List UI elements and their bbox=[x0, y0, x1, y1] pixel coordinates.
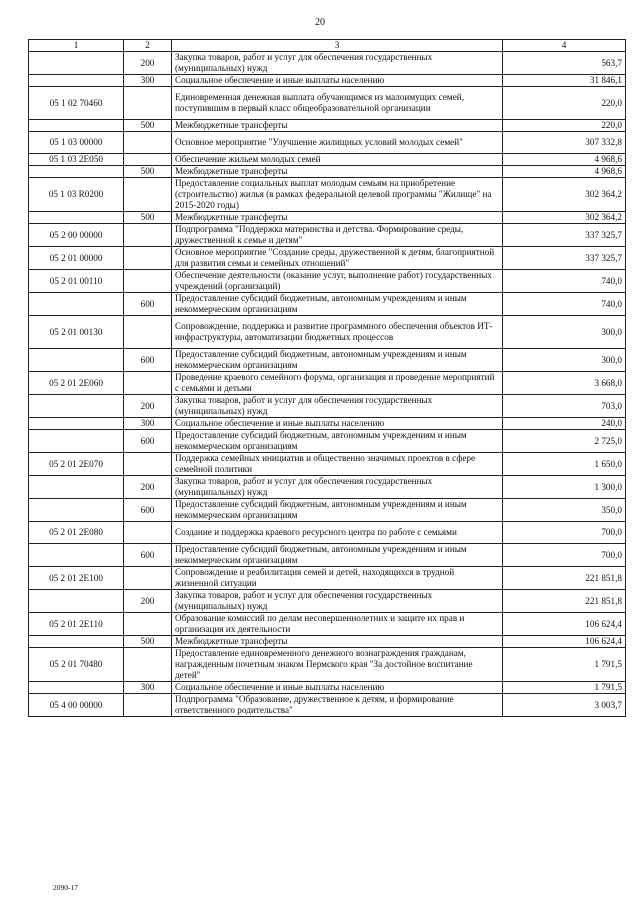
amount-cell: 240,0 bbox=[503, 418, 626, 430]
table-row bbox=[29, 293, 626, 316]
expense-type-cell: 200 bbox=[124, 476, 172, 499]
target-code-cell bbox=[29, 293, 124, 316]
table-row bbox=[29, 270, 626, 293]
amount-cell: 700,0 bbox=[503, 544, 626, 567]
table-row bbox=[29, 682, 626, 694]
column-header: 2 bbox=[124, 40, 172, 52]
expense-type-cell: 200 bbox=[124, 590, 172, 613]
target-code-cell: 05 2 01 00000 bbox=[29, 247, 124, 270]
amount-cell: 1 300,0 bbox=[503, 476, 626, 499]
expense-type-cell bbox=[124, 87, 172, 120]
amount-cell: 221 851,8 bbox=[503, 590, 626, 613]
target-code-cell bbox=[29, 476, 124, 499]
amount-cell: 700,0 bbox=[503, 522, 626, 544]
target-code-cell bbox=[29, 544, 124, 567]
amount-cell: 220,0 bbox=[503, 120, 626, 132]
amount-cell: 300,0 bbox=[503, 316, 626, 349]
expense-type-cell bbox=[124, 224, 172, 247]
table-row bbox=[29, 590, 626, 613]
amount-cell: 703,0 bbox=[503, 395, 626, 418]
amount-cell: 302 364,2 bbox=[503, 178, 626, 212]
budget-table bbox=[28, 39, 626, 717]
description-cell: Межбюджетные трансферты bbox=[172, 636, 503, 648]
table-row bbox=[29, 395, 626, 418]
description-cell: Предоставление субсидий бюджетным, автономным учреждениям и иным некоммерческим организациям bbox=[172, 293, 503, 316]
table-row bbox=[29, 166, 626, 178]
amount-cell: 1 650,0 bbox=[503, 453, 626, 476]
table-row bbox=[29, 52, 626, 75]
target-code-cell: 05 2 01 00110 bbox=[29, 270, 124, 293]
target-code-cell bbox=[29, 430, 124, 453]
description-cell: Социальное обеспечение и иные выплаты населению bbox=[172, 418, 503, 430]
table-row bbox=[29, 476, 626, 499]
expense-type-cell: 300 bbox=[124, 75, 172, 87]
target-code-cell: 05 1 02 70460 bbox=[29, 87, 124, 120]
expense-type-cell bbox=[124, 694, 172, 717]
table-row bbox=[29, 648, 626, 682]
target-code-cell: 05 1 03 00000 bbox=[29, 132, 124, 154]
description-cell: Сопровождение, поддержка и развитие программного обеспечения объектов ИТ-инфраструктуры, автоматизации бюджетных процессов bbox=[172, 316, 503, 349]
expense-type-cell: 300 bbox=[124, 682, 172, 694]
amount-cell: 3 668,0 bbox=[503, 372, 626, 395]
expense-type-cell: 300 bbox=[124, 418, 172, 430]
table-row bbox=[29, 430, 626, 453]
description-cell: Социальное обеспечение и иные выплаты населению bbox=[172, 75, 503, 87]
table-row bbox=[29, 75, 626, 87]
expense-type-cell: 600 bbox=[124, 544, 172, 567]
table-row bbox=[29, 694, 626, 717]
description-cell: Социальное обеспечение и иные выплаты населению bbox=[172, 682, 503, 694]
table-row bbox=[29, 87, 626, 120]
target-code-cell: 05 4 00 00000 bbox=[29, 694, 124, 717]
amount-cell: 1 791,5 bbox=[503, 682, 626, 694]
description-cell: Поддержка семейных инициатив и общественно значимых проектов в сфере семейной политики bbox=[172, 453, 503, 476]
expense-type-cell: 500 bbox=[124, 636, 172, 648]
table-row bbox=[29, 453, 626, 476]
target-code-cell bbox=[29, 499, 124, 522]
description-cell: Межбюджетные трансферты bbox=[172, 166, 503, 178]
description-cell: Предоставление субсидий бюджетным, автономным учреждениям и иным некоммерческим организациям bbox=[172, 349, 503, 372]
expense-type-cell: 600 bbox=[124, 349, 172, 372]
table-row bbox=[29, 613, 626, 636]
amount-cell: 3 003,7 bbox=[503, 694, 626, 717]
description-cell: Предоставление субсидий бюджетным, автономным учреждениям и иным некоммерческим организациям bbox=[172, 544, 503, 567]
expense-type-cell bbox=[124, 522, 172, 544]
target-code-cell bbox=[29, 395, 124, 418]
amount-cell: 307 332,8 bbox=[503, 132, 626, 154]
amount-cell: 31 846,1 bbox=[503, 75, 626, 87]
description-cell: Основное мероприятие "Создание среды, дружественной к детям, благоприятной для развития семьи и семейных отношений" bbox=[172, 247, 503, 270]
expense-type-cell bbox=[124, 613, 172, 636]
amount-cell: 302 364,2 bbox=[503, 212, 626, 224]
amount-cell: 337 325,7 bbox=[503, 224, 626, 247]
target-code-cell bbox=[29, 636, 124, 648]
expense-type-cell bbox=[124, 453, 172, 476]
description-cell: Проведение краевого семейного форума, организация и проведение мероприятий с семьями и детьми bbox=[172, 372, 503, 395]
expense-type-cell bbox=[124, 648, 172, 682]
description-cell: Закупка товаров, работ и услуг для обеспечения государственных (муниципальных) нужд bbox=[172, 476, 503, 499]
expense-type-cell: 500 bbox=[124, 166, 172, 178]
target-code-cell bbox=[29, 590, 124, 613]
table-row bbox=[29, 212, 626, 224]
expense-type-cell: 500 bbox=[124, 120, 172, 132]
expense-type-cell: 600 bbox=[124, 293, 172, 316]
description-cell: Подпрограмма "Образование, дружественное к детям, и формирование ответственного родительства" bbox=[172, 694, 503, 717]
table-row bbox=[29, 349, 626, 372]
target-code-cell bbox=[29, 349, 124, 372]
description-cell: Обеспечение деятельности (оказание услуг, выполнение работ) государственных учреждений (организаций) bbox=[172, 270, 503, 293]
amount-cell: 740,0 bbox=[503, 270, 626, 293]
table-row bbox=[29, 418, 626, 430]
expense-type-cell: 500 bbox=[124, 212, 172, 224]
table-row bbox=[29, 224, 626, 247]
description-cell: Основное мероприятие "Улучшение жилищных условий молодых семей" bbox=[172, 132, 503, 154]
expense-type-cell: 200 bbox=[124, 52, 172, 75]
description-cell: Межбюджетные трансферты bbox=[172, 120, 503, 132]
target-code-cell: 05 2 01 2Е080 bbox=[29, 522, 124, 544]
description-cell: Предоставление социальных выплат молодым семьям на приобретение (строительство) жилья (в рамках федеральной целевой программы "Жилище" на 2015-2020 годы) bbox=[172, 178, 503, 212]
amount-cell: 106 624,4 bbox=[503, 613, 626, 636]
amount-cell: 563,7 bbox=[503, 52, 626, 75]
expense-type-cell: 200 bbox=[124, 395, 172, 418]
description-cell: Предоставление субсидий бюджетным, автономным учреждениям и иным некоммерческим организациям bbox=[172, 499, 503, 522]
footer-document-code: 2090-17 bbox=[53, 883, 78, 892]
target-code-cell: 05 2 01 2Е070 bbox=[29, 453, 124, 476]
column-header: 4 bbox=[503, 40, 626, 52]
amount-cell: 300,0 bbox=[503, 349, 626, 372]
target-code-cell bbox=[29, 52, 124, 75]
target-code-cell: 05 2 01 2Е100 bbox=[29, 567, 124, 590]
target-code-cell: 05 2 01 00130 bbox=[29, 316, 124, 349]
amount-cell: 740,0 bbox=[503, 293, 626, 316]
column-header: 3 bbox=[172, 40, 503, 52]
target-code-cell bbox=[29, 212, 124, 224]
amount-cell: 350,0 bbox=[503, 499, 626, 522]
table-row bbox=[29, 316, 626, 349]
amount-cell: 4 968,6 bbox=[503, 166, 626, 178]
target-code-cell: 05 1 03 2Е050 bbox=[29, 154, 124, 166]
amount-cell: 221 851,8 bbox=[503, 567, 626, 590]
column-header: 1 bbox=[29, 40, 124, 52]
target-code-cell: 05 2 01 2Е110 bbox=[29, 613, 124, 636]
expense-type-cell bbox=[124, 154, 172, 166]
table-row bbox=[29, 247, 626, 270]
description-cell: Сопровождение и реабилитация семей и детей, находящихся в трудной жизненной ситуации bbox=[172, 567, 503, 590]
amount-cell: 2 725,0 bbox=[503, 430, 626, 453]
description-cell: Закупка товаров, работ и услуг для обеспечения государственных (муниципальных) нужд bbox=[172, 52, 503, 75]
expense-type-cell bbox=[124, 316, 172, 349]
amount-cell: 1 791,5 bbox=[503, 648, 626, 682]
amount-cell: 4 968,6 bbox=[503, 154, 626, 166]
table-row bbox=[29, 522, 626, 544]
expense-type-cell bbox=[124, 270, 172, 293]
amount-cell: 337 325,7 bbox=[503, 247, 626, 270]
description-cell: Предоставление единовременного денежного вознаграждения гражданам, награжденным почетным знаком Пермского края "За достойное воспитание детей" bbox=[172, 648, 503, 682]
expense-type-cell bbox=[124, 247, 172, 270]
amount-cell: 220,0 bbox=[503, 87, 626, 120]
expense-type-cell bbox=[124, 132, 172, 154]
table-row bbox=[29, 636, 626, 648]
target-code-cell bbox=[29, 682, 124, 694]
expense-type-cell: 600 bbox=[124, 430, 172, 453]
page-number: 20 bbox=[315, 17, 325, 28]
description-cell: Единовременная денежная выплата обучающимся из малоимущих семей, поступившим в первый класс общеобразовательной организации bbox=[172, 87, 503, 120]
expense-type-cell bbox=[124, 372, 172, 395]
table-row bbox=[29, 178, 626, 212]
table-row bbox=[29, 372, 626, 395]
target-code-cell bbox=[29, 75, 124, 87]
target-code-cell: 05 2 00 00000 bbox=[29, 224, 124, 247]
description-cell: Межбюджетные трансферты bbox=[172, 212, 503, 224]
description-cell: Образование комиссий по делам несовершеннолетних и защите их прав и организация их деятельности bbox=[172, 613, 503, 636]
table-row bbox=[29, 544, 626, 567]
target-code-cell: 05 1 03 R0200 bbox=[29, 178, 124, 212]
target-code-cell bbox=[29, 120, 124, 132]
description-cell: Создание и поддержка краевого ресурсного центра по работе с семьями bbox=[172, 522, 503, 544]
description-cell: Подпрограмма "Поддержка материнства и детства. Формирование среды, дружественной к семье и детям" bbox=[172, 224, 503, 247]
amount-cell: 106 624,4 bbox=[503, 636, 626, 648]
description-cell: Закупка товаров, работ и услуг для обеспечения государственных (муниципальных) нужд bbox=[172, 590, 503, 613]
expense-type-cell: 600 bbox=[124, 499, 172, 522]
table-row bbox=[29, 567, 626, 590]
target-code-cell: 05 2 01 2Е060 bbox=[29, 372, 124, 395]
target-code-cell bbox=[29, 166, 124, 178]
target-code-cell bbox=[29, 418, 124, 430]
table-header-row bbox=[29, 40, 626, 52]
expense-type-cell bbox=[124, 178, 172, 212]
table-row bbox=[29, 154, 626, 166]
description-cell: Закупка товаров, работ и услуг для обеспечения государственных (муниципальных) нужд bbox=[172, 395, 503, 418]
description-cell: Предоставление субсидий бюджетным, автономным учреждениям и иным некоммерческим организациям bbox=[172, 430, 503, 453]
table-row bbox=[29, 499, 626, 522]
expense-type-cell bbox=[124, 567, 172, 590]
description-cell: Обеспечение жильем молодых семей bbox=[172, 154, 503, 166]
target-code-cell: 05 2 01 70480 bbox=[29, 648, 124, 682]
table-row bbox=[29, 132, 626, 154]
table-row bbox=[29, 120, 626, 132]
